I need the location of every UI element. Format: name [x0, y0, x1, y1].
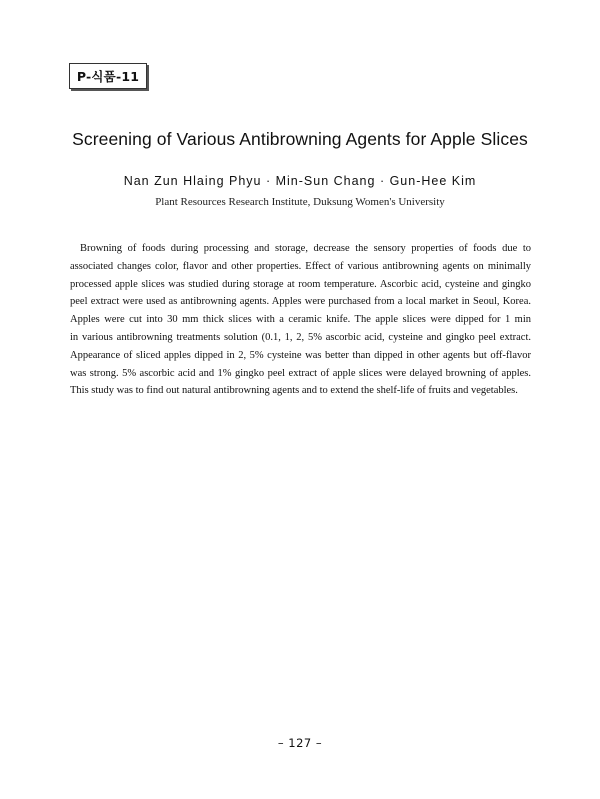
author-list: Nan Zun Hlaing Phyu · Min-Sun Chang · Gun-Hee Kim [123, 174, 477, 188]
affiliation: Plant Resources Research Institute, Duksung Women's University [155, 196, 445, 208]
session-code: P-식품-11 [76, 69, 140, 84]
abstract-body [70, 240, 531, 400]
abstract-line: was strong. 5% ascorbic acid and 1% gingko peel extract of apple slices were delayed browning of apples. [70, 367, 531, 379]
abstract-line: peel extract were used as antibrowning agents. Apples were purchased from a local market in Seoul, Korea. [70, 296, 531, 308]
abstract-line: in various antibrowning treatments solution (0.1, 1, 2, 5% ascorbic acid, cysteine and gingko peel extract. [70, 331, 531, 343]
paper-title: Screening of Various Antibrowning Agents for Apple Slices [72, 129, 528, 149]
abstract-line: Browning of foods during processing and storage, decrease the sensory properties of foods due to [80, 243, 531, 254]
page-number: – 127 – [277, 736, 323, 750]
abstract-line: associated changes color, flavor and other properties. Effect of various antibrowning agents on minimally [70, 260, 531, 272]
abstract-line: Apples were cut into 30 mm thick slices with a ceramic knife. The apple slices were dipped for 1 min [70, 314, 531, 326]
session-code-box [69, 63, 147, 89]
abstract-line: processed apple slices was studied during storage at room temperature. Ascorbic acid, cysteine and gingko [70, 278, 531, 290]
abstract-line: This study was to find out natural antibrowning agents and to extend the shelf-life of fruits and vegetables. [70, 385, 518, 397]
abstract-line: Appearance of sliced apples dipped in 2, 5% cysteine was better than dipped in other agents but off-flavor [70, 349, 531, 361]
